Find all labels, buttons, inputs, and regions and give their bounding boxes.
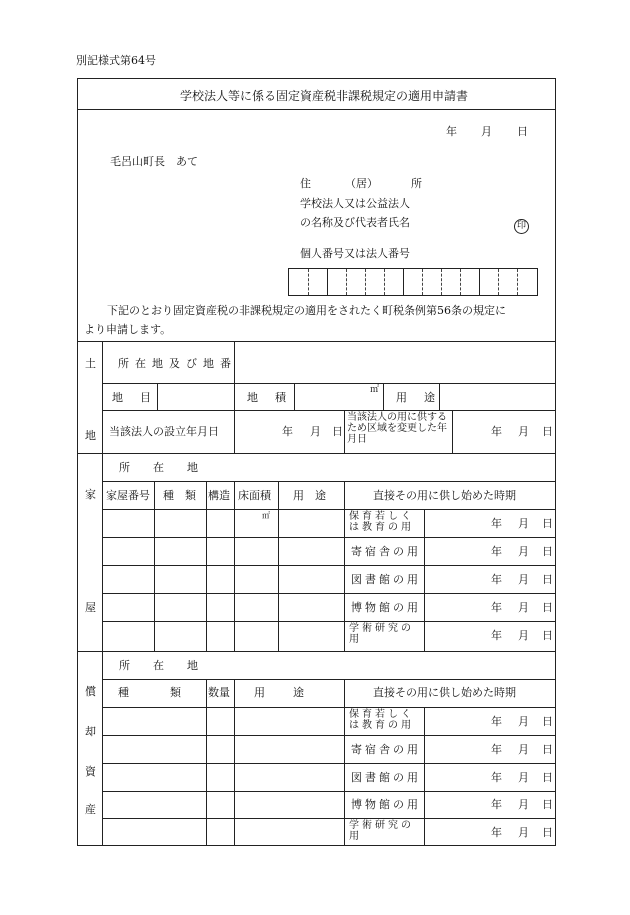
asset-row4-day: 日	[542, 798, 553, 811]
land-chimoku-label: 地 目	[112, 391, 154, 404]
asset-row2-year: 年	[491, 743, 502, 756]
land-changed-label: 当該法人の用に供するため区域を変更した年月日	[347, 412, 447, 445]
addressee: 毛呂山町長 あて	[110, 155, 198, 168]
land-est-month: 月	[310, 425, 321, 438]
house-row4-month: 月	[518, 601, 529, 614]
house-row3-day: 日	[542, 573, 553, 586]
asset-char-1: 償	[85, 685, 96, 698]
date-day: 日	[517, 125, 528, 138]
house-row5-day: 日	[542, 629, 553, 642]
land-est-day: 日	[332, 425, 343, 438]
land-chg-year: 年	[491, 425, 502, 438]
address-label-2: （居）	[345, 177, 378, 190]
house-header-number: 家屋番号	[106, 489, 150, 502]
house-header-floor-area: 床面積	[238, 489, 271, 502]
form-title: 学校法人等に係る固定資産税非課税規定の適用申請書	[180, 89, 469, 103]
asset-row4-year: 年	[491, 798, 502, 811]
asset-row2-month: 月	[518, 743, 529, 756]
body-text-1: 下記のとおり固定資産税の非課税規定の適用をされたく町税条例第56条の規定に	[107, 304, 506, 317]
house-use-2: 寄宿舎の用	[351, 545, 421, 558]
seal-mark: 印	[514, 219, 529, 234]
land-char-2: 地	[85, 429, 96, 442]
asset-header-use: 用 途	[254, 686, 306, 699]
house-row4-day: 日	[542, 601, 553, 614]
house-header-kind: 種 類	[163, 489, 196, 502]
asset-row1-day: 日	[542, 715, 553, 728]
house-row3-year: 年	[491, 573, 502, 586]
address-label-1: 住	[300, 177, 311, 190]
land-use-field[interactable]	[440, 384, 555, 410]
house-row2-day: 日	[542, 545, 553, 558]
land-established-label: 当該法人の設立年月日	[109, 425, 219, 438]
asset-row5-day: 日	[542, 826, 553, 839]
house-row2-year: 年	[491, 545, 502, 558]
house-use-5: 学術研究の用	[349, 623, 414, 645]
date-month: 月	[481, 125, 492, 138]
land-chimoku-field[interactable]	[158, 384, 234, 410]
asset-char-3: 資	[85, 765, 96, 778]
asset-location-label: 所 在 地	[119, 659, 204, 672]
asset-use-1: 保育若しくは教育の用	[349, 709, 414, 731]
house-row1-month: 月	[518, 517, 529, 530]
form-number: 別記様式第64号	[76, 54, 156, 67]
asset-header-start: 直接その用に供し始めた時期	[373, 686, 516, 699]
land-est-year: 年	[282, 425, 293, 438]
house-location-label: 所 在 地	[119, 461, 204, 474]
house-char-2: 屋	[85, 601, 96, 614]
land-use-label: 用 途	[396, 391, 438, 404]
house-header-start: 直接その用に供し始めた時期	[373, 489, 516, 502]
house-use-3: 図書館の用	[351, 573, 421, 586]
asset-row5-month: 月	[518, 826, 529, 839]
asset-char-2: 却	[85, 725, 96, 738]
body-text-2: より申請します。	[84, 323, 172, 336]
house-use-4: 博物館の用	[351, 601, 421, 614]
land-chg-month: 月	[518, 425, 529, 438]
name-label-2: の名称及び代表者氏名	[300, 216, 410, 229]
asset-header-kind: 種 類	[118, 686, 183, 699]
house-row2-month: 月	[518, 545, 529, 558]
address-label-3: 所	[411, 177, 422, 190]
id-number-label: 個人番号又は法人番号	[300, 247, 410, 260]
land-area-label: 地 積	[247, 391, 289, 404]
asset-use-5: 学術研究の用	[349, 820, 414, 842]
house-header-use: 用 途	[293, 489, 326, 502]
house-char-1: 家	[85, 488, 96, 501]
house-row1-year: 年	[491, 517, 502, 530]
house-location-field[interactable]	[190, 454, 555, 481]
asset-row1-year: 年	[491, 715, 502, 728]
asset-char-4: 産	[85, 803, 96, 816]
house-row5-year: 年	[491, 629, 502, 642]
land-char-1: 土	[85, 357, 96, 370]
id-number-boxes[interactable]	[288, 268, 538, 296]
land-location-label: 所在地及び地番	[118, 357, 237, 370]
asset-header-qty: 数量	[208, 686, 230, 699]
asset-row3-year: 年	[491, 771, 502, 784]
asset-use-4: 博物館の用	[351, 798, 421, 811]
house-header-structure: 構造	[208, 489, 230, 502]
house-row1-day: 日	[542, 517, 553, 530]
house-row5-month: 月	[518, 629, 529, 642]
asset-row4-month: 月	[518, 798, 529, 811]
house-use-1: 保育若しくは教育の用	[349, 511, 414, 533]
asset-use-2: 寄宿舎の用	[351, 743, 421, 756]
house-row3-month: 月	[518, 573, 529, 586]
land-chg-day: 日	[542, 425, 553, 438]
date-year: 年	[446, 125, 457, 138]
house-area-unit: ㎡	[262, 511, 270, 520]
asset-row3-month: 月	[518, 771, 529, 784]
house-row4-year: 年	[491, 601, 502, 614]
asset-row3-day: 日	[542, 771, 553, 784]
asset-location-field[interactable]	[190, 652, 555, 679]
land-area-unit: ㎡	[370, 385, 380, 395]
name-label-1: 学校法人又は公益法人	[300, 197, 410, 210]
land-location-field[interactable]	[235, 342, 555, 383]
asset-row2-day: 日	[542, 743, 553, 756]
asset-row5-year: 年	[491, 826, 502, 839]
asset-row1-month: 月	[518, 715, 529, 728]
asset-use-3: 図書館の用	[351, 771, 421, 784]
